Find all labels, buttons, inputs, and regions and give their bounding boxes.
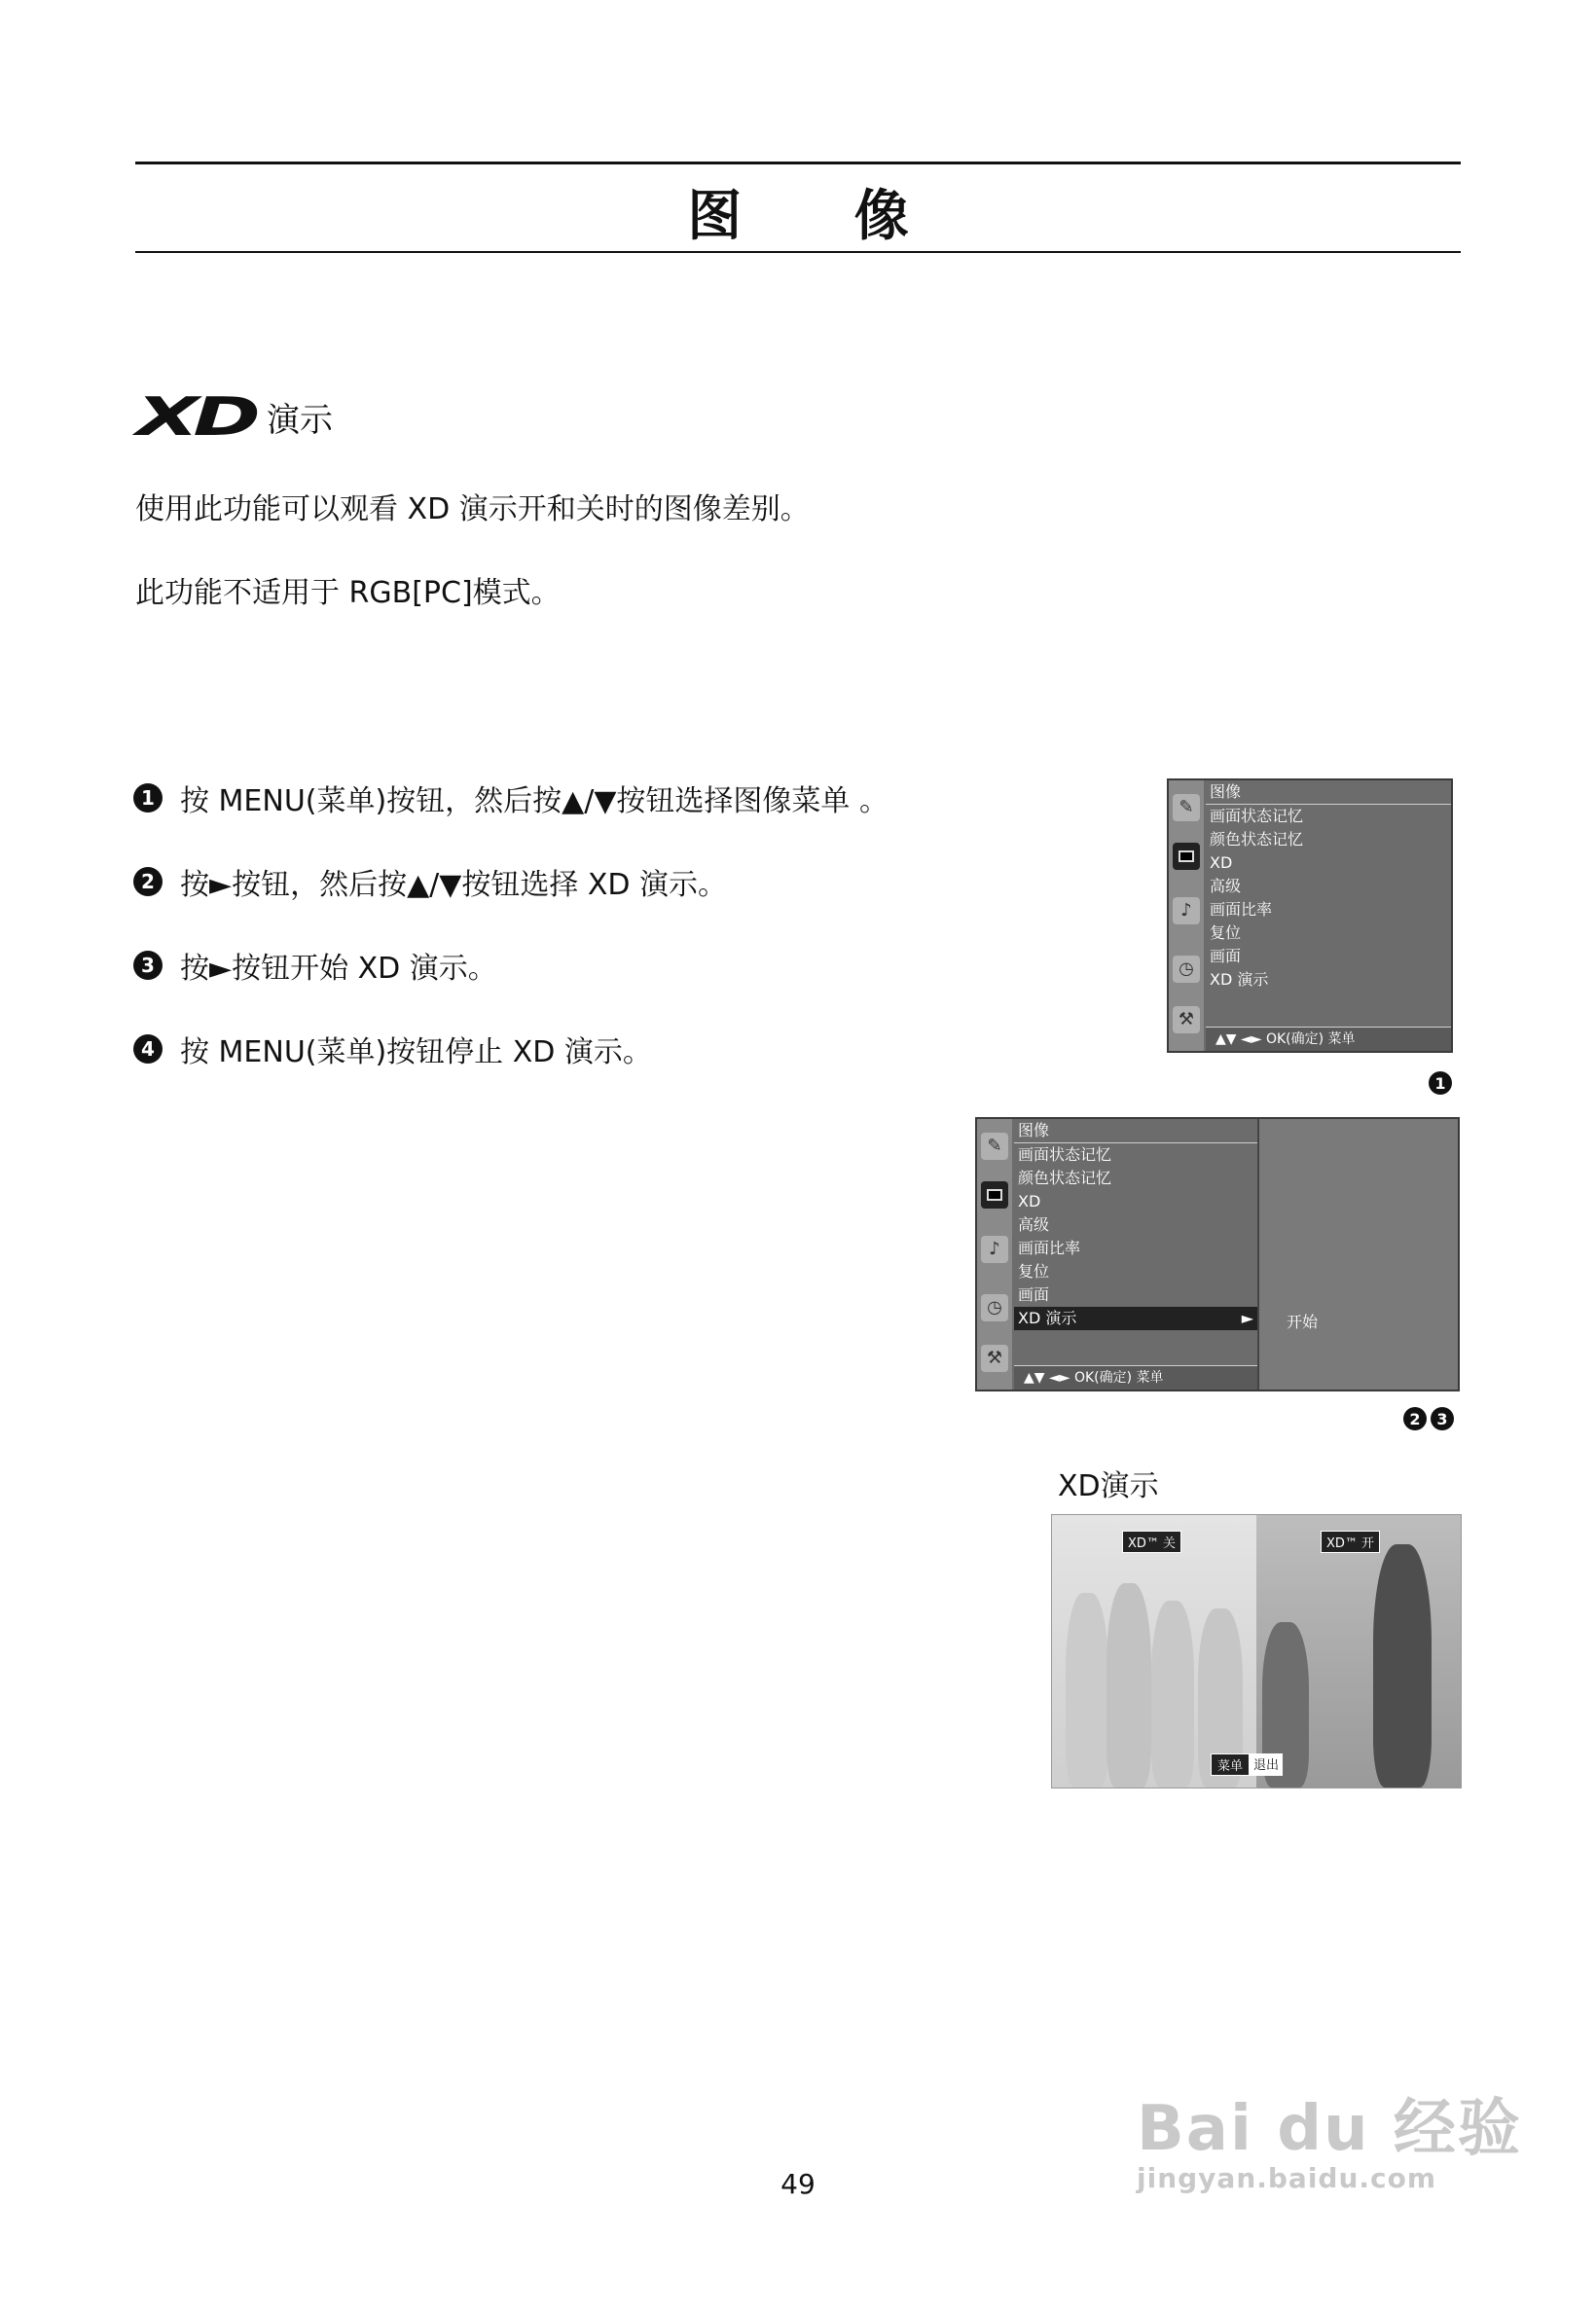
picture-icon	[981, 1181, 1008, 1209]
note-paragraph: 此功能不适用于 RGB[PC]模式。	[135, 576, 561, 610]
clock-icon: ◷	[1173, 956, 1200, 983]
child-figure	[1151, 1601, 1194, 1788]
osd-item: 颜色状态记忆	[1210, 830, 1304, 849]
osd-item: 画面比率	[1210, 900, 1273, 919]
badge-number: 2	[1403, 1407, 1427, 1430]
osd-picture-menu	[1167, 778, 1453, 1053]
osd-item: 画面	[1018, 1285, 1050, 1304]
demo-caption: XD演示	[1058, 1469, 1159, 1503]
step-number-1: 1	[133, 783, 163, 813]
watermark-logo: Bai du 经验	[1137, 2093, 1522, 2165]
osd1-step-badge	[1429, 1071, 1452, 1095]
baidu-watermark	[1137, 2078, 1522, 2194]
watermark-url: jingyan.baidu.com	[1137, 2162, 1437, 2194]
brush-icon: ✎	[981, 1133, 1008, 1160]
osd-icon-column	[977, 1119, 1012, 1390]
step-2	[133, 860, 727, 903]
step-4	[133, 1028, 652, 1070]
step-text-1: 按 MENU(菜单)按钮，然后按▲/▼按钮选择图像菜单 。	[180, 784, 889, 818]
demo-xd-on-half	[1256, 1515, 1461, 1788]
osd-footer: ▲▼ ◄► OK(确定) 菜单	[1014, 1365, 1257, 1390]
osd-item: XD	[1018, 1192, 1041, 1210]
picture-icon	[1173, 843, 1200, 870]
sound-icon: ♪	[981, 1236, 1008, 1263]
osd-item: 颜色状态记忆	[1018, 1169, 1112, 1187]
osd-item: 画面	[1210, 947, 1242, 965]
step-number-2: 2	[133, 867, 163, 896]
osd-menu-list	[1206, 780, 1451, 1051]
osd-item: 高级	[1018, 1215, 1050, 1234]
menu-key: 菜单	[1211, 1753, 1250, 1776]
child-figure	[1373, 1544, 1432, 1788]
bottom-rule	[135, 251, 1461, 253]
wrench-icon: ⚒	[981, 1345, 1008, 1372]
intro-paragraph: 使用此功能可以观看 XD 演示开和关时的图像差别。	[135, 492, 810, 526]
osd-item: XD	[1210, 853, 1233, 872]
osd-menu-header: 图像	[1014, 1119, 1257, 1143]
sound-icon: ♪	[1173, 897, 1200, 924]
osd-xd-demo-menu	[975, 1117, 1460, 1391]
demo-xd-off-half	[1052, 1515, 1256, 1788]
child-figure	[1106, 1583, 1151, 1788]
osd-selected-label: XD 演示	[1018, 1309, 1077, 1327]
osd-menu-header: 图像	[1206, 780, 1451, 805]
osd-item: 画面状态记忆	[1210, 807, 1304, 825]
top-rule	[135, 162, 1461, 164]
wrench-icon: ⚒	[1173, 1006, 1200, 1033]
step-number-3: 3	[133, 951, 163, 980]
osd-item: 画面状态记忆	[1018, 1145, 1112, 1164]
page-number: 49	[780, 2168, 816, 2200]
osd-item: 复位	[1210, 923, 1242, 942]
xd-demo-image	[1051, 1514, 1462, 1788]
clock-icon: ◷	[981, 1294, 1008, 1321]
section-title: 演示	[267, 401, 333, 440]
osd-item-selected	[1014, 1307, 1257, 1330]
step-text-4: 按 MENU(菜单)按钮停止 XD 演示。	[180, 1035, 652, 1069]
osd-item: 画面比率	[1018, 1239, 1081, 1257]
osd-footer: ▲▼ ◄► OK(确定) 菜单	[1206, 1027, 1451, 1051]
osd2-step-badge	[1403, 1407, 1454, 1430]
brush-icon: ✎	[1173, 794, 1200, 821]
step-text-3: 按►按钮开始 XD 演示。	[180, 952, 497, 986]
step-3	[133, 944, 497, 987]
xd-logo: XD	[136, 386, 255, 448]
demo-menu-hint	[1211, 1753, 1283, 1776]
osd-item: XD 演示	[1210, 970, 1269, 989]
xd-off-tag: XD™ 关	[1122, 1531, 1181, 1553]
menu-action: 退出	[1250, 1753, 1283, 1776]
arrow-right-icon: ►	[1241, 1309, 1253, 1327]
osd-item: 复位	[1018, 1262, 1050, 1281]
xd-on-tag: XD™ 开	[1321, 1531, 1380, 1553]
badge-number: 1	[1429, 1071, 1452, 1095]
step-1	[133, 777, 889, 819]
child-figure	[1066, 1593, 1108, 1788]
osd-menu-list	[1014, 1119, 1257, 1390]
osd-submenu	[1257, 1119, 1458, 1390]
osd-icon-column	[1169, 780, 1204, 1051]
step-number-4: 4	[133, 1034, 163, 1064]
step-text-2: 按►按钮，然后按▲/▼按钮选择 XD 演示。	[180, 868, 728, 902]
page-title: 图 像	[687, 185, 956, 248]
badge-number: 3	[1431, 1407, 1454, 1430]
osd-submenu-item: 开始	[1287, 1313, 1319, 1331]
osd-item: 高级	[1210, 877, 1242, 895]
